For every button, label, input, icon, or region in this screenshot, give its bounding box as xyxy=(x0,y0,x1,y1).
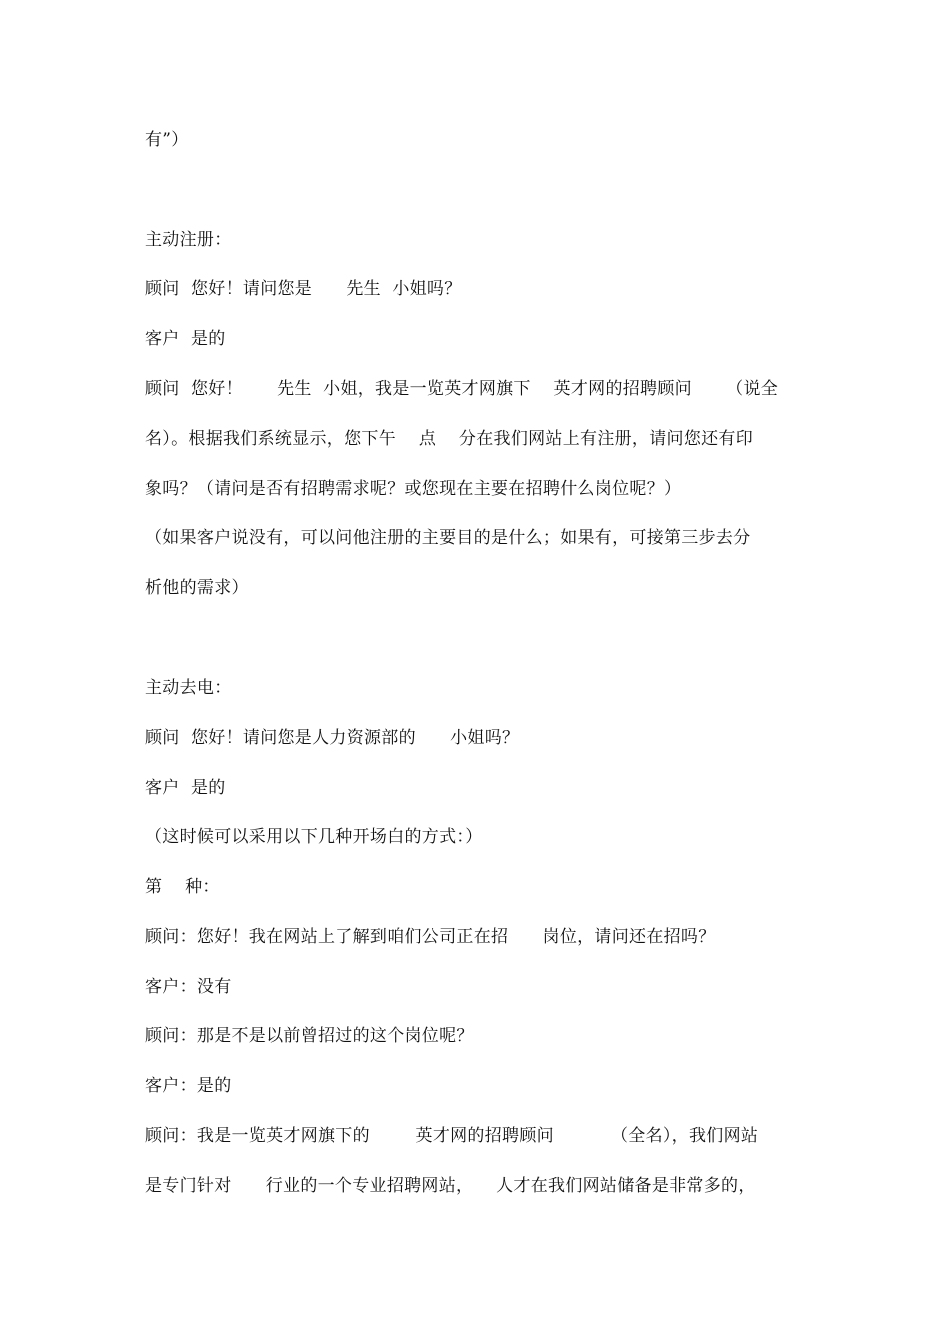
text-line: 是专门针对 行业的一个专业招聘网站， 人才在我们网站储备是非常多的， xyxy=(145,1176,756,1196)
text-line: 有”） xyxy=(145,130,189,150)
text-line: 客户 是的 xyxy=(145,329,226,349)
text-line: 析他的需求） xyxy=(145,578,249,598)
text-line: 顾问：您好！我在网站上了解到咱们公司正在招 岗位，请问还在招吗？ xyxy=(145,927,716,947)
text-line: 客户：没有 xyxy=(145,977,232,997)
text-line: 象吗？（请问是否有招聘需求呢？或您现在主要在招聘什么岗位呢？） xyxy=(145,479,682,499)
text-line: （这时候可以采用以下几种开场白的方式：） xyxy=(145,827,483,847)
text-line: 顾问 您好！请问您是 先生 小姐吗？ xyxy=(145,279,462,299)
text-line: 顾问 您好！ 先生 小姐，我是一览英才网旗下 英才网的招聘顾问 （说全 xyxy=(145,379,779,399)
text-line: 顾问：我是一览英才网旗下的 英才网的招聘顾问 （全名），我们网站 xyxy=(145,1126,759,1146)
text-line: 第 种： xyxy=(145,877,220,897)
section-heading: 主动注册： xyxy=(145,230,232,250)
text-line: （如果客户说没有，可以问他注册的主要目的是什么；如果有，可接第三步去分 xyxy=(145,528,751,548)
text-line: 顾问：那是不是以前曾招过的这个岗位呢？ xyxy=(145,1026,474,1046)
text-line: 客户 是的 xyxy=(145,778,226,798)
text-line: 顾问 您好！请问您是人力资源部的 小姐吗？ xyxy=(145,728,520,748)
text-line: 客户：是的 xyxy=(145,1076,232,1096)
text-line: 名）。根据我们系统显示，您下午 点 分在我们网站上有注册，请问您还有印 xyxy=(145,429,754,449)
section-heading: 主动去电： xyxy=(145,678,232,698)
